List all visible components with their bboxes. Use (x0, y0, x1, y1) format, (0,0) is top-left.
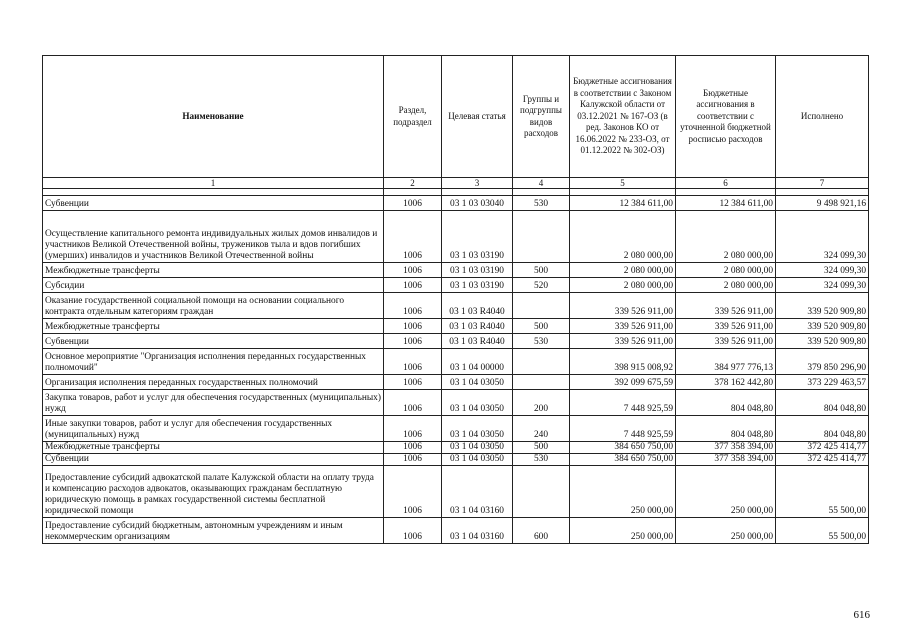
row-section: 1006 (384, 349, 442, 375)
row-group: 500 (513, 319, 570, 334)
row-group (513, 293, 570, 319)
row-assign-refined: 339 526 911,00 (676, 319, 776, 334)
row-executed: 379 850 296,90 (776, 349, 869, 375)
header-section: Раздел, подраздел (384, 56, 442, 178)
row-assign-refined: 339 526 911,00 (676, 293, 776, 319)
row-section: 1006 (384, 278, 442, 293)
row-section: 1006 (384, 518, 442, 544)
header-executed: Исполнено (776, 56, 869, 178)
row-target: 03 1 04 00000 (442, 349, 513, 375)
row-target: 03 1 03 03190 (442, 263, 513, 278)
row-assign-law: 250 000,00 (570, 518, 676, 544)
row-assign-law: 12 384 611,00 (570, 196, 676, 211)
row-executed: 324 099,30 (776, 263, 869, 278)
row-assign-law: 384 650 750,00 (570, 454, 676, 466)
row-name: Субвенции (43, 196, 384, 211)
row-section: 1006 (384, 211, 442, 263)
table-row (43, 466, 869, 518)
row-target: 03 1 04 03050 (442, 390, 513, 416)
row-assign-law: 7 448 925,59 (570, 416, 676, 442)
row-target: 03 1 03 03190 (442, 278, 513, 293)
table-row (43, 442, 869, 454)
row-assign-law: 392 099 675,59 (570, 375, 676, 390)
row-name: Основное мероприятие "Организация исполнения переданных государственных полномочий" (43, 349, 384, 375)
row-group: 530 (513, 196, 570, 211)
row-assign-law: 339 526 911,00 (570, 334, 676, 349)
table-row (43, 375, 869, 390)
row-section: 1006 (384, 293, 442, 319)
column-number: 7 (776, 178, 869, 189)
row-target: 03 1 04 03160 (442, 518, 513, 544)
column-number-row (43, 178, 869, 189)
row-target: 03 1 03 R4040 (442, 293, 513, 319)
row-executed: 372 425 414,77 (776, 442, 869, 454)
row-target: 03 1 04 03160 (442, 466, 513, 518)
row-assign-refined: 250 000,00 (676, 466, 776, 518)
row-assign-refined: 378 162 442,80 (676, 375, 776, 390)
header-groups: Группы и подгруппы видов расходов (513, 56, 570, 178)
row-target: 03 1 04 03050 (442, 375, 513, 390)
row-assign-refined: 384 977 776,13 (676, 349, 776, 375)
row-executed: 9 498 921,16 (776, 196, 869, 211)
row-name: Субвенции (43, 454, 384, 466)
row-executed: 324 099,30 (776, 278, 869, 293)
header-assign-law: Бюджетные ассигнования в соответствии с Законом Калужской области от 03.12.2021 № 167-ОЗ (в ред. Законов КО от 16.06.2022 № 233-ОЗ, от 01.12.2022 № 302-ОЗ) (570, 56, 676, 178)
table-row (43, 263, 869, 278)
table-row (43, 334, 869, 349)
row-executed: 55 500,00 (776, 466, 869, 518)
column-number: 6 (676, 178, 776, 189)
row-name: Осуществление капитального ремонта индивидуальных жилых домов инвалидов и участников Великой Отечественной войны, тружеников тыла и вдов погибших (умерших) инвалидов и участников Великой Отечественной войны (43, 211, 384, 263)
row-name: Межбюджетные трансферты (43, 442, 384, 454)
row-assign-law: 250 000,00 (570, 466, 676, 518)
row-section: 1006 (384, 466, 442, 518)
row-target: 03 1 03 R4040 (442, 334, 513, 349)
table-row (43, 390, 869, 416)
row-group: 530 (513, 334, 570, 349)
row-section: 1006 (384, 334, 442, 349)
row-assign-law: 339 526 911,00 (570, 293, 676, 319)
page-number: 616 (853, 609, 870, 621)
row-section: 1006 (384, 454, 442, 466)
table-row (43, 211, 869, 263)
row-name: Оказание государственной социальной помощи на основании социального контракта отдельным категориям граждан (43, 293, 384, 319)
row-section: 1006 (384, 319, 442, 334)
row-assign-refined: 339 526 911,00 (676, 334, 776, 349)
row-assign-refined: 12 384 611,00 (676, 196, 776, 211)
table-row (43, 518, 869, 544)
row-assign-refined: 2 080 000,00 (676, 263, 776, 278)
header-assign-refined: Бюджетные ассигнования в соответствии с уточненной бюджетной росписью расходов (676, 56, 776, 178)
row-executed: 339 520 909,80 (776, 334, 869, 349)
table-row (43, 319, 869, 334)
row-executed: 804 048,80 (776, 416, 869, 442)
column-number: 2 (384, 178, 442, 189)
row-section: 1006 (384, 263, 442, 278)
row-target: 03 1 04 03050 (442, 454, 513, 466)
row-assign-law: 398 915 008,92 (570, 349, 676, 375)
table-row (43, 416, 869, 442)
row-assign-law: 7 448 925,59 (570, 390, 676, 416)
row-target: 03 1 03 03190 (442, 211, 513, 263)
row-executed: 339 520 909,80 (776, 319, 869, 334)
spacer-row (43, 189, 869, 196)
row-assign-law: 2 080 000,00 (570, 278, 676, 293)
row-assign-law: 384 650 750,00 (570, 442, 676, 454)
row-target: 03 1 03 R4040 (442, 319, 513, 334)
row-name: Иные закупки товаров, работ и услуг для обеспечения государственных (муниципальных) нужд (43, 416, 384, 442)
row-name: Закупка товаров, работ и услуг для обеспечения государственных (муниципальных) нужд (43, 390, 384, 416)
header-name: Наименование (43, 56, 384, 178)
header-target: Целевая статья (442, 56, 513, 178)
row-group: 530 (513, 454, 570, 466)
row-assign-refined: 377 358 394,00 (676, 442, 776, 454)
row-group (513, 375, 570, 390)
row-executed: 324 099,30 (776, 211, 869, 263)
row-section: 1006 (384, 375, 442, 390)
row-group: 200 (513, 390, 570, 416)
row-name: Субвенции (43, 334, 384, 349)
row-executed: 373 229 463,57 (776, 375, 869, 390)
row-section: 1006 (384, 196, 442, 211)
row-executed: 804 048,80 (776, 390, 869, 416)
row-assign-refined: 250 000,00 (676, 518, 776, 544)
column-number: 1 (43, 178, 384, 189)
table-row (43, 454, 869, 466)
row-executed: 339 520 909,80 (776, 293, 869, 319)
row-name: Организация исполнения переданных государственных полномочий (43, 375, 384, 390)
row-assign-law: 2 080 000,00 (570, 211, 676, 263)
table-row (43, 349, 869, 375)
row-assign-law: 339 526 911,00 (570, 319, 676, 334)
row-section: 1006 (384, 416, 442, 442)
table-row (43, 278, 869, 293)
row-name: Предоставление субсидий адвокатской палате Калужской области на оплату труда и компенсацию расходов адвокатов, оказывающих гражданам бесплатную юридическую помощь в рамках государственной системы бесплатной юридической помощи (43, 466, 384, 518)
row-assign-refined: 2 080 000,00 (676, 211, 776, 263)
row-group (513, 466, 570, 518)
row-group: 500 (513, 263, 570, 278)
column-number: 4 (513, 178, 570, 189)
column-number: 3 (442, 178, 513, 189)
row-assign-refined: 377 358 394,00 (676, 454, 776, 466)
row-executed: 372 425 414,77 (776, 454, 869, 466)
row-assign-law: 2 080 000,00 (570, 263, 676, 278)
row-group: 500 (513, 442, 570, 454)
row-group (513, 211, 570, 263)
row-section: 1006 (384, 390, 442, 416)
row-group: 600 (513, 518, 570, 544)
table-row (43, 196, 869, 211)
row-target: 03 1 04 03050 (442, 416, 513, 442)
row-group (513, 349, 570, 375)
row-name: Межбюджетные трансферты (43, 263, 384, 278)
row-group: 520 (513, 278, 570, 293)
row-executed: 55 500,00 (776, 518, 869, 544)
row-name: Межбюджетные трансферты (43, 319, 384, 334)
column-number: 5 (570, 178, 676, 189)
row-assign-refined: 804 048,80 (676, 390, 776, 416)
table-row (43, 293, 869, 319)
row-target: 03 1 04 03050 (442, 442, 513, 454)
table-header-row (43, 56, 869, 178)
budget-table (42, 55, 869, 544)
row-name: Субсидии (43, 278, 384, 293)
row-assign-refined: 2 080 000,00 (676, 278, 776, 293)
row-assign-refined: 804 048,80 (676, 416, 776, 442)
budget-table-sheet (42, 55, 868, 544)
row-section: 1006 (384, 442, 442, 454)
row-name: Предоставление субсидий бюджетным, автономным учреждениям и иным некоммерческим организациям (43, 518, 384, 544)
row-group: 240 (513, 416, 570, 442)
row-target: 03 1 03 03040 (442, 196, 513, 211)
